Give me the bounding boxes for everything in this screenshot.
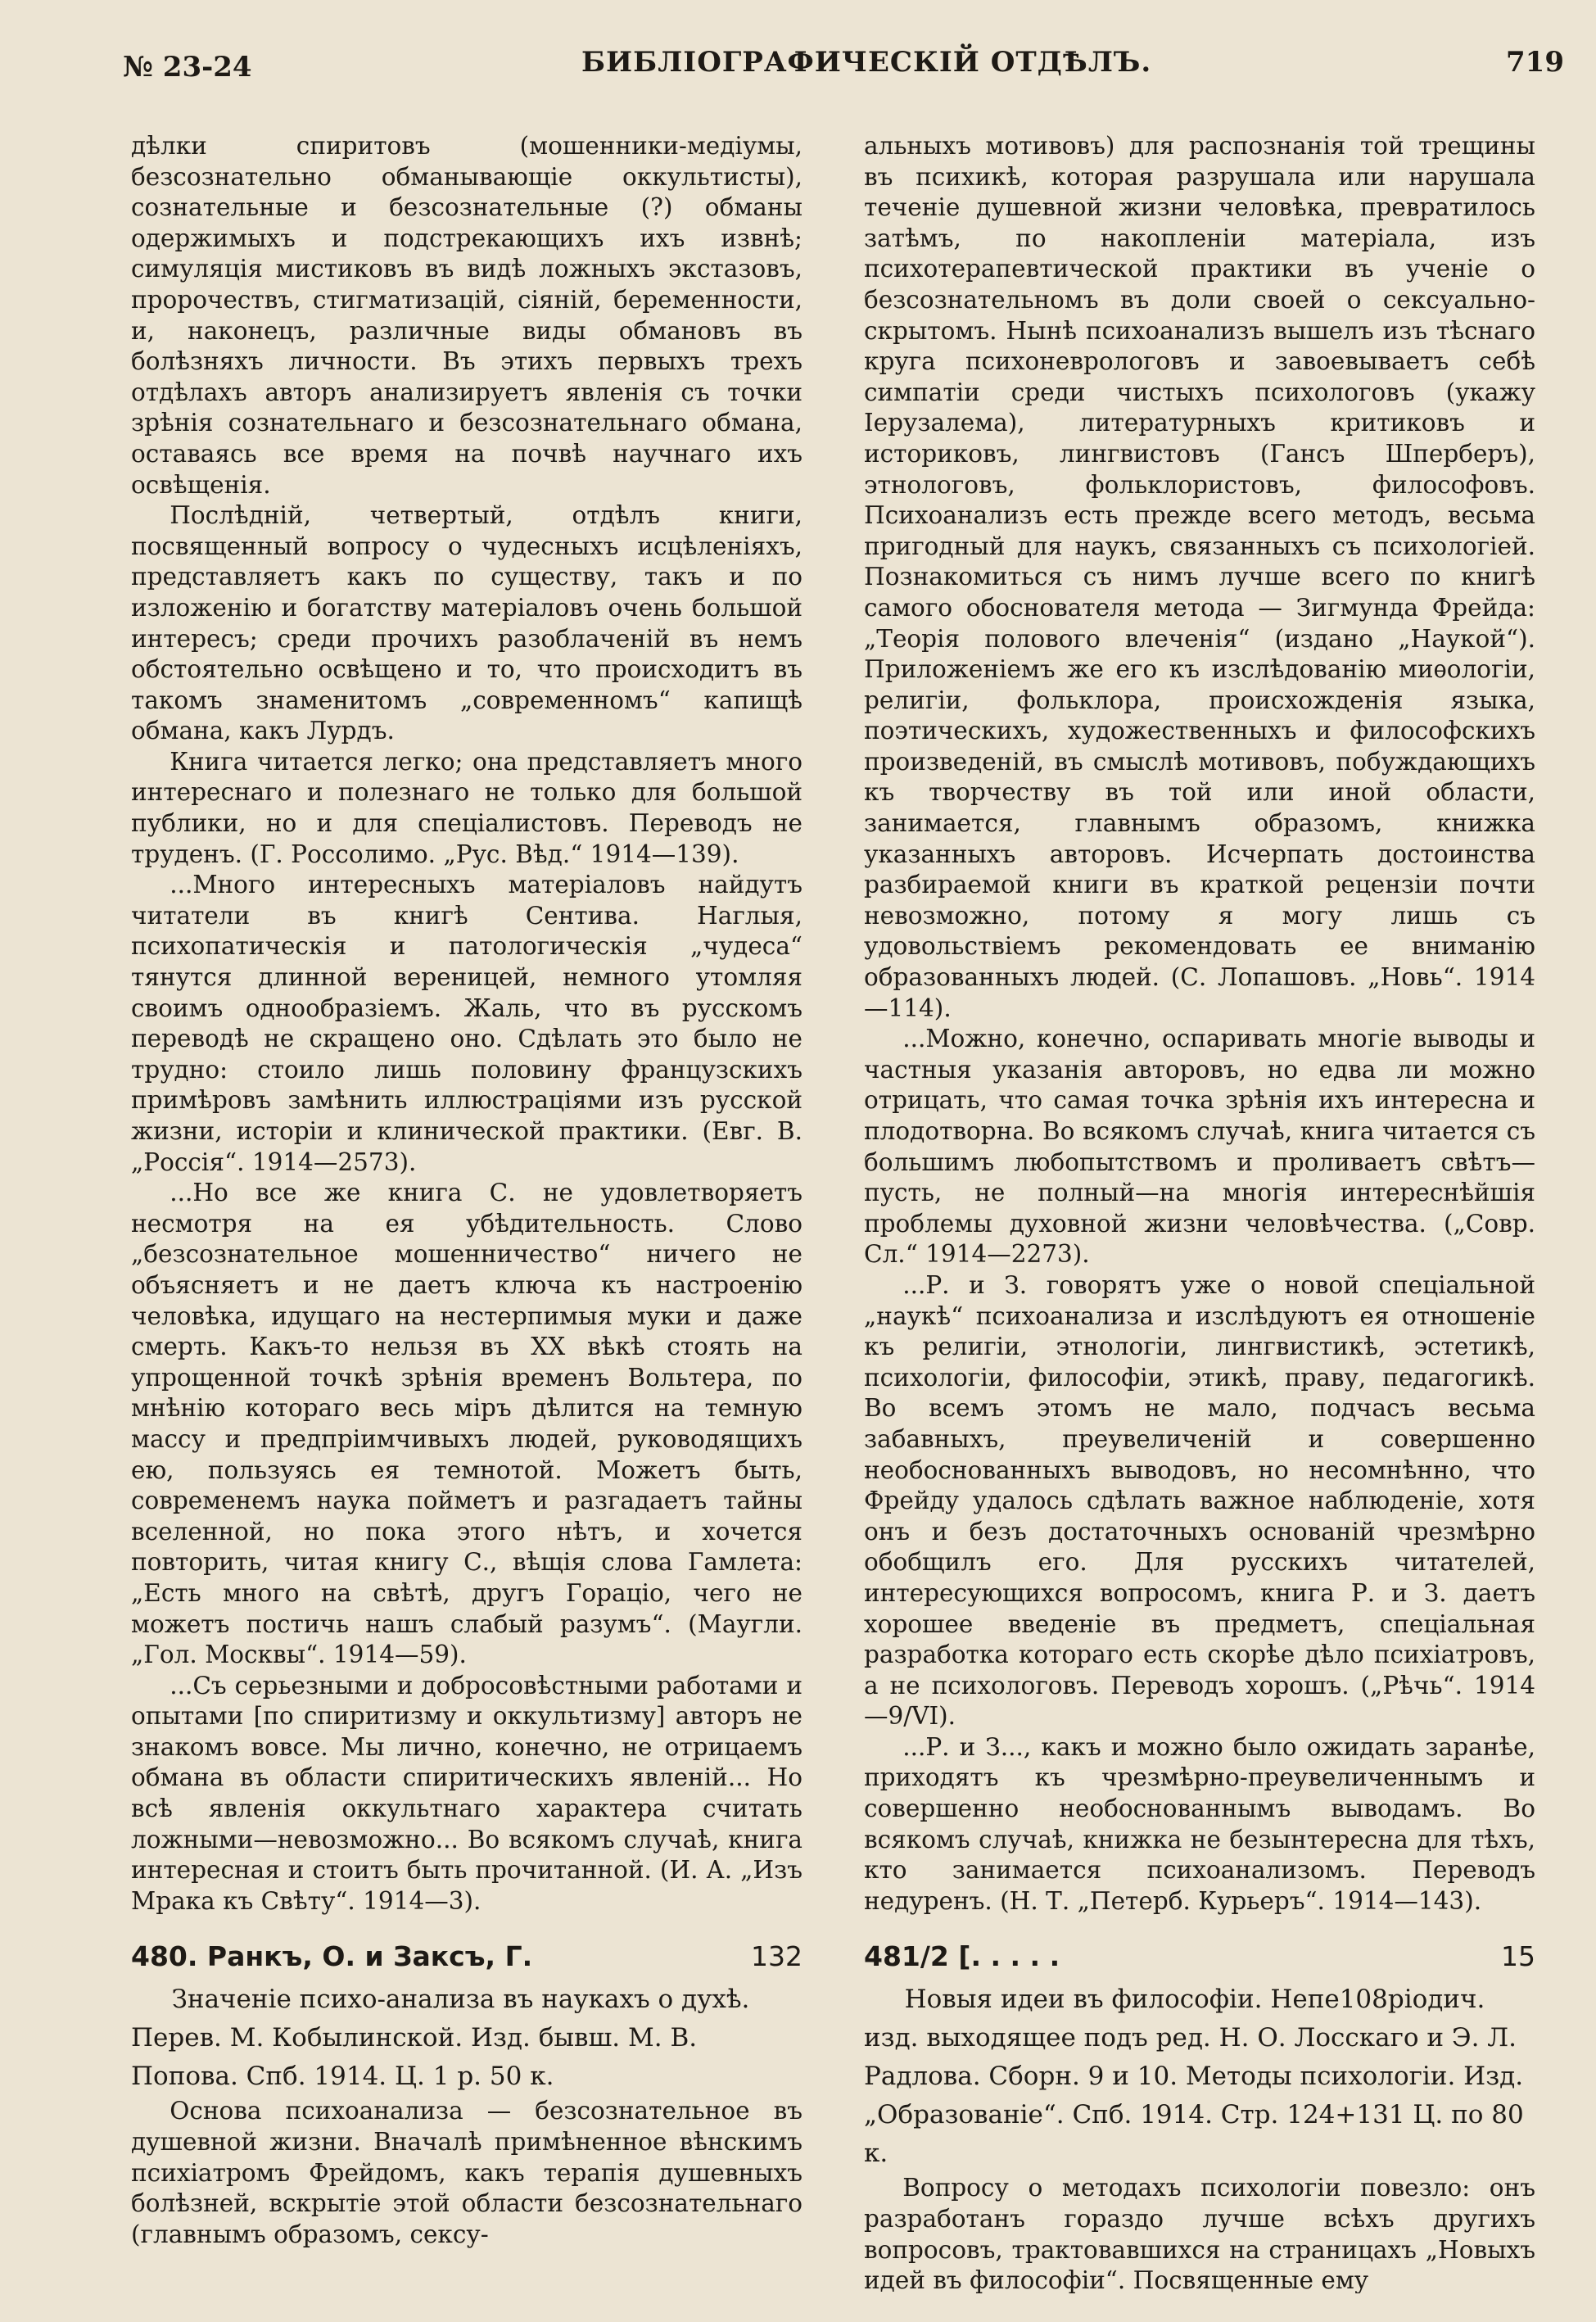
right-column [864, 131, 1535, 2293]
entry-481-number: 15 [1501, 1940, 1535, 1973]
entry-480-heading [131, 1938, 803, 1976]
paragraph: ...Можно, конечно, оспаривать многіе выводы и частныя указанія авторовъ, но едва ли можно отрицать, что самая точка зрѣнія ихъ интересна и плодотворна. Во всякомъ случаѣ, книга читается съ большимъ любопытствомъ и проливаетъ свѣтъ—пусть, не полный—на многія интереснѣйшія проблемы духовной жизни человѣчества. („Совр. Сл.“ 1914—2273). [864, 1025, 1535, 1269]
entry-480-number: 132 [751, 1940, 803, 1973]
page-header [123, 46, 1564, 95]
paragraph: ...Съ серьезными и добросовѣстными работами и опытами [по спиритизму и оккультизму] авторъ не знакомъ вовсе. Мы лично, конечно, не отрицаемъ обмана въ области спиритическихъ явленій... Но всѣ явленія оккультнаго характера считать ложными—невозможно... Во всякомъ случаѣ, книга интересная и стоитъ быть прочитанной. (И. А. „Изъ Мрака къ Свѣту“. 1914—3). [131, 1671, 803, 1915]
entry-481-title: 481/2 [. . . . . [864, 1940, 1060, 1973]
paragraph: дѣлки спиритовъ (мошенники-медіумы, безсознательно обманывающіе оккультисты), сознательные и безсознательные (?) обманы одержимыхъ и подстрекающихъ ихъ извнѣ; симуляція мистиковъ въ видѣ ложныхъ экстазовъ, пророчествъ, стигматизацій, сіяній, беременности, и, наконецъ, различные виды обмановъ въ болѣзняхъ личности. Въ этихъ первыхъ трехъ отдѣлахъ авторъ анализируетъ явленія съ точки зрѣнія сознательнаго и безсознательнаго обмана, оставаясь все время на почвѣ научнаго ихъ освѣщенія. [131, 132, 803, 499]
entry-480-text: Основа психоанализа — безсознательное въ душевной жизни. Вначалѣ примѣненное вѣнскимъ психіатромъ Фрейдомъ, какъ терапія душевныхъ болѣзней, вскрытіе этой области безсознательнаго (главнымъ образомъ, сексу- [131, 2097, 803, 2248]
paragraph: Книга читается легко; она представляетъ много интереснаго и полезнаго не только для большой публики, но и для спеціалистовъ. Переводъ не труденъ. (Г. Россолимо. „Рус. Вѣд.“ 1914—139). [131, 747, 803, 868]
left-column [131, 131, 803, 2293]
entry-481-text: Вопросу о методахъ психологіи повезло: онъ разработанъ гораздо лучше всѣхъ другихъ вопросовъ, трактовавшихся на страницахъ „Новыхъ идей въ философіи“. Посвященные ему [864, 2174, 1535, 2293]
entry-481-description: Новыя идеи въ философіи. Непе108ріодич. изд. выходящее подъ ред. Н. О. Лосскаго и Э. Л. Радлова. Сборн. 9 и 10. Методы психологіи. Изд. „Образованіе“. Спб. 1914. Стр. 124+131 Ц. по 80 к. [864, 1985, 1524, 2169]
entry-480-author: 480. Ранкъ, О. и Заксъ, Г. [131, 1940, 533, 1973]
paragraph: ...Но все же книга С. не удовлетворяетъ несмотря на ея убѣдительность. Слово „безсознательное мошенничество“ ничего не объясняетъ и не даетъ ключа къ настроенію человѣка, идущаго на нестерпимыя муки и даже смерть. Какъ-то нельзя въ XX вѣкѣ стоять на упрощенной точкѣ зрѣнія временъ Вольтера, по мнѣнію котораго весь міръ дѣлится на темную массу и предпріимчивыхъ людей, руководящихъ ею, пользуясь ея темнотой. Можетъ быть, современемъ наука пойметъ и разгадаетъ тайны вселенной, но пока этого нѣтъ, и хочется повторить, читая книгу С., вѣщія слова Гамлета: „Есть много на свѣтѣ, другъ Гораціо, чего не можетъ постичь нашъ слабый разумъ“. (Маугли. „Гол. Москвы“. 1914—59). [131, 1179, 803, 1669]
page-number: 719 [1506, 46, 1564, 79]
section-title: БИБЛІОГРАФИЧЕСКІЙ ОТДѢЛЪ. [581, 46, 1152, 79]
paragraph: альныхъ мотивовъ) для распознанія той трещины въ психикѣ, которая разрушала или нарушала теченіе душевной жизни человѣка, превратилось затѣмъ, по накопленіи матеріала, изъ психотерапевтической практики въ ученіе о безсознательномъ въ доли своей о сексуально-скрытомъ. Нынѣ психоанализъ вышелъ изъ тѣснаго круга психоневрологовъ и завоевываетъ себѣ симпатіи среди чистыхъ психологовъ (укажу Іерузалема), литературныхъ критиковъ и историковъ, лингвистовъ (Гансъ Шперберъ), этнологовъ, фольклористовъ, философовъ. Психоанализъ есть прежде всего методъ, весьма пригодный для наукъ, связанныхъ съ психологіей. Познакомиться съ нимъ лучше всего по книгѣ самого обоснователя метода — Зигмунда Фрейда: „Теорія полового влеченія“ (издано „Наукой“). Приложеніемъ же его къ изслѣдованію миѳологіи, религіи, фольклора, происхожденія языка, поэтическихъ, художественныхъ и философскихъ произведеній, въ смыслѣ мотивовъ, побуждающихъ къ творчеству въ той или иной области, занимается, главнымъ образомъ, книжка указанныхъ авторовъ. Исчерпать достоинства разбираемой книги въ краткой рецензіи почти невозможно, потому я могу лишь съ удовольствіемъ рекомендовать ее вниманію образованныхъ людей. (С. Лопашовъ. „Новь“. 1914—114). [864, 132, 1535, 1022]
entry-481-heading [864, 1938, 1535, 1976]
issue-number: № 23-24 [123, 51, 252, 84]
paragraph: ...Р. и З. говорятъ уже о новой спеціальной „наукѣ“ психоанализа и изслѣдуютъ ея отношеніе къ религіи, этнологіи, лингвистикѣ, эстетикѣ, психологіи, философіи, этикѣ, праву, педагогикѣ. Во всемъ этомъ не мало, подчасъ весьма забавныхъ, преувеличеній и совершенно необоснованныхъ выводовъ, но несомнѣнно, что Фрейду удалось сдѣлать важное наблюденіе, хотя онъ и безъ достаточныхъ основаній чрезмѣрно обобщилъ его. Для русскихъ читателей, интересующихся вопросомъ, книга Р. и З. даетъ хорошее введеніе въ предметъ, спеціальная разработка котораго есть скорѣе дѣло психіатровъ, а не психологовъ. Переводъ хорошъ. („Рѣчь“. 1914—9/VI). [864, 1270, 1535, 1731]
paragraph: ...Много интересныхъ матеріаловъ найдутъ читатели въ книгѣ Сентива. Наглыя, психопатическія и патологическія „чудеса“ тянутся длинной вереницей, немного утомляя своимъ однообразіемъ. Жаль, что въ русскомъ переводѣ не скращено оно. Сдѣлать это было не трудно: стоило лишь половину французскихъ примѣровъ замѣнить иллюстраціями изъ русской жизни, исторіи и клинической практики. (Евг. В. „Россія“. 1914—2573). [131, 871, 803, 1176]
entry-480-description: Значеніе психо-анализа въ наукахъ о духѣ. Перев. М. Кобылинской. Изд. бывш. М. В. Попова. Спб. 1914. Ц. 1 р. 50 к. [131, 1985, 750, 2092]
paragraph: Послѣдній, четвертый, отдѣлъ книги, посвященный вопросу о чудесныхъ исцѣленіяхъ, представляетъ какъ по существу, такъ и по изложенію и богатству матеріаловъ очень большой интересъ; среди прочихъ разоблаченій въ немъ обстоятельно освѣщено и то, что происходитъ въ такомъ знаменитомъ „современномъ“ капищѣ обмана, какъ Лурдъ. [131, 501, 803, 745]
paragraph: ...Р. и З..., какъ и можно было ожидать заранѣе, приходятъ къ чрезмѣрно-преувеличеннымъ и совершенно необоснованнымъ выводамъ. Во всякомъ случаѣ, книжка не безынтересна для тѣхъ, кто занимается психоанализомъ. Переводъ недуренъ. (Н. Т. „Петерб. Курьеръ“. 1914—143). [864, 1732, 1535, 1915]
